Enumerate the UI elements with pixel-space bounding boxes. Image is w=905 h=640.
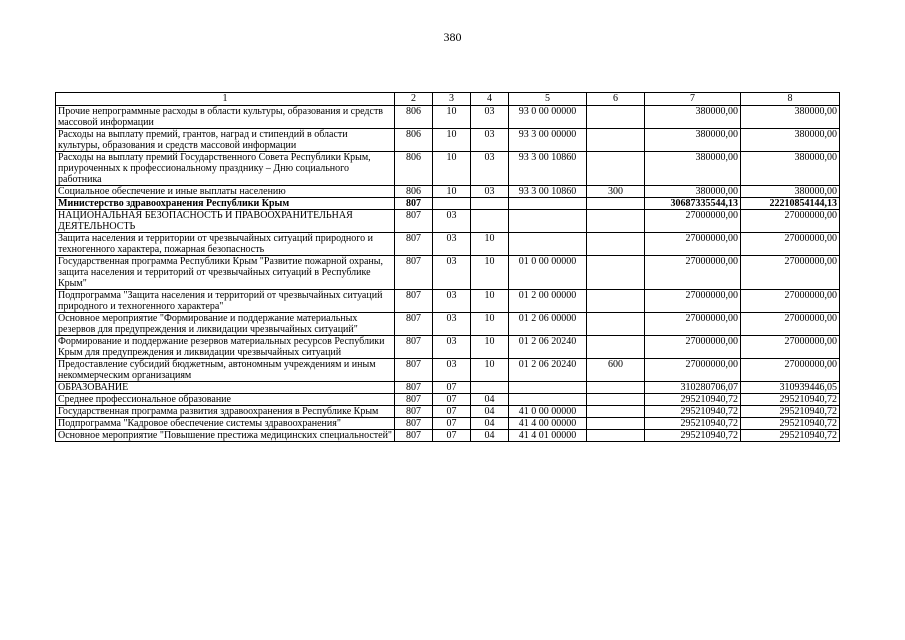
cell-admin-code: 807	[395, 418, 433, 430]
cell-target-item: 93 3 00 10860	[509, 152, 587, 186]
cell-amount-year2: 295210940,72	[741, 406, 840, 418]
cell-admin-code: 807	[395, 336, 433, 359]
cell-section	[433, 198, 471, 210]
cell-admin-code: 806	[395, 152, 433, 186]
table-row	[56, 406, 840, 418]
cell-expense-type	[587, 198, 645, 210]
cell-target-item	[509, 394, 587, 406]
cell-amount-year2: 310939446,05	[741, 382, 840, 394]
table-row	[56, 106, 840, 129]
cell-name: Социальное обеспечение и иные выплаты населению	[56, 186, 395, 198]
cell-name: Министерство здравоохранения Республики Крым	[56, 198, 395, 210]
cell-expense-type	[587, 290, 645, 313]
column-header: 8	[741, 93, 840, 106]
column-header: 6	[587, 93, 645, 106]
cell-amount-year1: 30687335544,13	[645, 198, 741, 210]
cell-target-item	[509, 382, 587, 394]
column-header: 3	[433, 93, 471, 106]
cell-amount-year1: 27000000,00	[645, 290, 741, 313]
cell-target-item: 93 3 00 00000	[509, 129, 587, 152]
cell-expense-type	[587, 129, 645, 152]
cell-expense-type	[587, 210, 645, 233]
column-header: 2	[395, 93, 433, 106]
cell-amount-year2: 27000000,00	[741, 336, 840, 359]
cell-target-item: 41 0 00 00000	[509, 406, 587, 418]
cell-target-item: 41 4 00 00000	[509, 418, 587, 430]
cell-section: 10	[433, 152, 471, 186]
cell-admin-code: 806	[395, 106, 433, 129]
cell-amount-year2: 380000,00	[741, 106, 840, 129]
cell-subsection: 10	[471, 233, 509, 256]
cell-subsection	[471, 198, 509, 210]
cell-admin-code: 807	[395, 210, 433, 233]
cell-expense-type	[587, 233, 645, 256]
cell-name: Среднее профессиональное образование	[56, 394, 395, 406]
cell-section: 10	[433, 129, 471, 152]
table-row	[56, 256, 840, 290]
cell-subsection: 10	[471, 256, 509, 290]
cell-admin-code: 807	[395, 430, 433, 442]
cell-subsection: 03	[471, 152, 509, 186]
cell-name: Государственная программа Республики Крым "Развитие пожарной охраны, защита населения и территорий от чрезвычайных ситуаций в Республике Крым"	[56, 256, 395, 290]
page-number: 380	[443, 30, 462, 44]
cell-name: Основное мероприятие "Формирование и поддержание материальных резервов для предупреждения и ликвидации чрезвычайных ситуаций"	[56, 313, 395, 336]
cell-target-item: 01 0 00 00000	[509, 256, 587, 290]
table-row	[56, 186, 840, 198]
table-row	[56, 430, 840, 442]
cell-admin-code: 807	[395, 359, 433, 382]
cell-expense-type	[587, 336, 645, 359]
cell-expense-type	[587, 106, 645, 129]
cell-name: Защита населения и территории от чрезвычайных ситуаций природного и техногенного характера, пожарная безопасность	[56, 233, 395, 256]
table-row	[56, 313, 840, 336]
cell-name: Подпрограмма "Кадровое обеспечение системы здравоохранения"	[56, 418, 395, 430]
cell-section: 07	[433, 406, 471, 418]
cell-target-item: 93 0 00 00000	[509, 106, 587, 129]
cell-target-item: 93 3 00 10860	[509, 186, 587, 198]
cell-amount-year2: 27000000,00	[741, 313, 840, 336]
cell-target-item	[509, 233, 587, 256]
cell-subsection: 10	[471, 336, 509, 359]
cell-name: Формирование и поддержание резервов материальных ресурсов Республики Крым для предупреждения и ликвидации чрезвычайных ситуаций	[56, 336, 395, 359]
table-row	[56, 210, 840, 233]
cell-amount-year2: 380000,00	[741, 129, 840, 152]
cell-target-item: 01 2 06 00000	[509, 313, 587, 336]
table-row	[56, 336, 840, 359]
cell-section: 03	[433, 233, 471, 256]
cell-target-item: 01 2 00 00000	[509, 290, 587, 313]
cell-subsection: 04	[471, 394, 509, 406]
table-row	[56, 394, 840, 406]
table-row	[56, 418, 840, 430]
cell-target-item	[509, 210, 587, 233]
cell-section: 07	[433, 394, 471, 406]
table-row	[56, 359, 840, 382]
cell-section: 07	[433, 418, 471, 430]
cell-amount-year1: 27000000,00	[645, 336, 741, 359]
cell-amount-year2: 27000000,00	[741, 233, 840, 256]
cell-expense-type	[587, 313, 645, 336]
cell-subsection: 10	[471, 313, 509, 336]
cell-name: Подпрограмма "Защита населения и территорий от чрезвычайных ситуаций природного и техногенного характера"	[56, 290, 395, 313]
cell-name: НАЦИОНАЛЬНАЯ БЕЗОПАСНОСТЬ И ПРАВООХРАНИТЕЛЬНАЯ ДЕЯТЕЛЬНОСТЬ	[56, 210, 395, 233]
cell-amount-year2: 295210940,72	[741, 430, 840, 442]
table-row	[56, 129, 840, 152]
cell-name: ОБРАЗОВАНИЕ	[56, 382, 395, 394]
cell-subsection: 04	[471, 406, 509, 418]
cell-expense-type	[587, 406, 645, 418]
cell-target-item: 41 4 01 00000	[509, 430, 587, 442]
cell-section: 10	[433, 186, 471, 198]
cell-section: 10	[433, 106, 471, 129]
cell-amount-year2: 27000000,00	[741, 210, 840, 233]
column-header: 1	[56, 93, 395, 106]
cell-amount-year1: 27000000,00	[645, 233, 741, 256]
cell-admin-code: 807	[395, 233, 433, 256]
table-row	[56, 152, 840, 186]
cell-section: 07	[433, 382, 471, 394]
cell-amount-year2: 22210854144,13	[741, 198, 840, 210]
cell-subsection	[471, 210, 509, 233]
cell-amount-year1: 27000000,00	[645, 210, 741, 233]
column-header: 7	[645, 93, 741, 106]
cell-amount-year2: 27000000,00	[741, 256, 840, 290]
cell-target-item: 01 2 06 20240	[509, 359, 587, 382]
cell-section: 03	[433, 359, 471, 382]
cell-expense-type: 600	[587, 359, 645, 382]
column-header: 4	[471, 93, 509, 106]
cell-subsection: 03	[471, 129, 509, 152]
cell-expense-type	[587, 152, 645, 186]
cell-amount-year1: 27000000,00	[645, 359, 741, 382]
cell-section: 03	[433, 336, 471, 359]
cell-section: 03	[433, 290, 471, 313]
cell-amount-year2: 27000000,00	[741, 290, 840, 313]
cell-amount-year1: 27000000,00	[645, 256, 741, 290]
cell-amount-year1: 380000,00	[645, 152, 741, 186]
cell-name: Прочие непрограммные расходы в области культуры, образования и средств массовой информации	[56, 106, 395, 129]
cell-amount-year1: 295210940,72	[645, 418, 741, 430]
cell-admin-code: 807	[395, 290, 433, 313]
cell-expense-type	[587, 418, 645, 430]
cell-name: Предоставление субсидий бюджетным, автономным учреждениям и иным некоммерческим организациям	[56, 359, 395, 382]
cell-amount-year2: 27000000,00	[741, 359, 840, 382]
cell-name: Расходы на выплату премий, грантов, наград и стипендий в области культуры, образования и средств массовой информации	[56, 129, 395, 152]
cell-amount-year1: 295210940,72	[645, 430, 741, 442]
cell-admin-code: 806	[395, 186, 433, 198]
cell-name: Расходы на выплату премий Государственного Совета Республики Крым, приуроченных к профессиональному празднику – Дню социального работника	[56, 152, 395, 186]
cell-amount-year1: 27000000,00	[645, 313, 741, 336]
cell-name: Основное мероприятие "Повышение престижа медицинских специальностей"	[56, 430, 395, 442]
cell-amount-year1: 310280706,07	[645, 382, 741, 394]
cell-section: 07	[433, 430, 471, 442]
table-row	[56, 198, 840, 210]
cell-amount-year2: 380000,00	[741, 186, 840, 198]
cell-expense-type	[587, 394, 645, 406]
cell-target-item	[509, 198, 587, 210]
cell-subsection: 10	[471, 359, 509, 382]
cell-subsection: 03	[471, 186, 509, 198]
cell-expense-type	[587, 256, 645, 290]
cell-amount-year2: 295210940,72	[741, 394, 840, 406]
cell-admin-code: 807	[395, 394, 433, 406]
cell-subsection: 03	[471, 106, 509, 129]
table-row	[56, 382, 840, 394]
cell-expense-type: 300	[587, 186, 645, 198]
cell-section: 03	[433, 313, 471, 336]
cell-amount-year1: 380000,00	[645, 106, 741, 129]
cell-admin-code: 807	[395, 406, 433, 418]
cell-subsection: 04	[471, 430, 509, 442]
table-row	[56, 290, 840, 313]
cell-admin-code: 807	[395, 382, 433, 394]
cell-amount-year2: 295210940,72	[741, 418, 840, 430]
cell-subsection	[471, 382, 509, 394]
cell-admin-code: 807	[395, 198, 433, 210]
budget-table	[55, 92, 840, 442]
cell-section: 03	[433, 256, 471, 290]
cell-admin-code: 807	[395, 313, 433, 336]
cell-subsection: 04	[471, 418, 509, 430]
cell-amount-year1: 380000,00	[645, 129, 741, 152]
cell-expense-type	[587, 430, 645, 442]
cell-section: 03	[433, 210, 471, 233]
cell-name: Государственная программа развития здравоохранения в Республике Крым	[56, 406, 395, 418]
header-row	[56, 93, 840, 106]
cell-amount-year1: 295210940,72	[645, 394, 741, 406]
cell-expense-type	[587, 382, 645, 394]
column-header: 5	[509, 93, 587, 106]
cell-subsection: 10	[471, 290, 509, 313]
cell-target-item: 01 2 06 20240	[509, 336, 587, 359]
cell-amount-year1: 380000,00	[645, 186, 741, 198]
cell-amount-year1: 295210940,72	[645, 406, 741, 418]
cell-admin-code: 806	[395, 129, 433, 152]
cell-admin-code: 807	[395, 256, 433, 290]
cell-amount-year2: 380000,00	[741, 152, 840, 186]
table-row	[56, 233, 840, 256]
